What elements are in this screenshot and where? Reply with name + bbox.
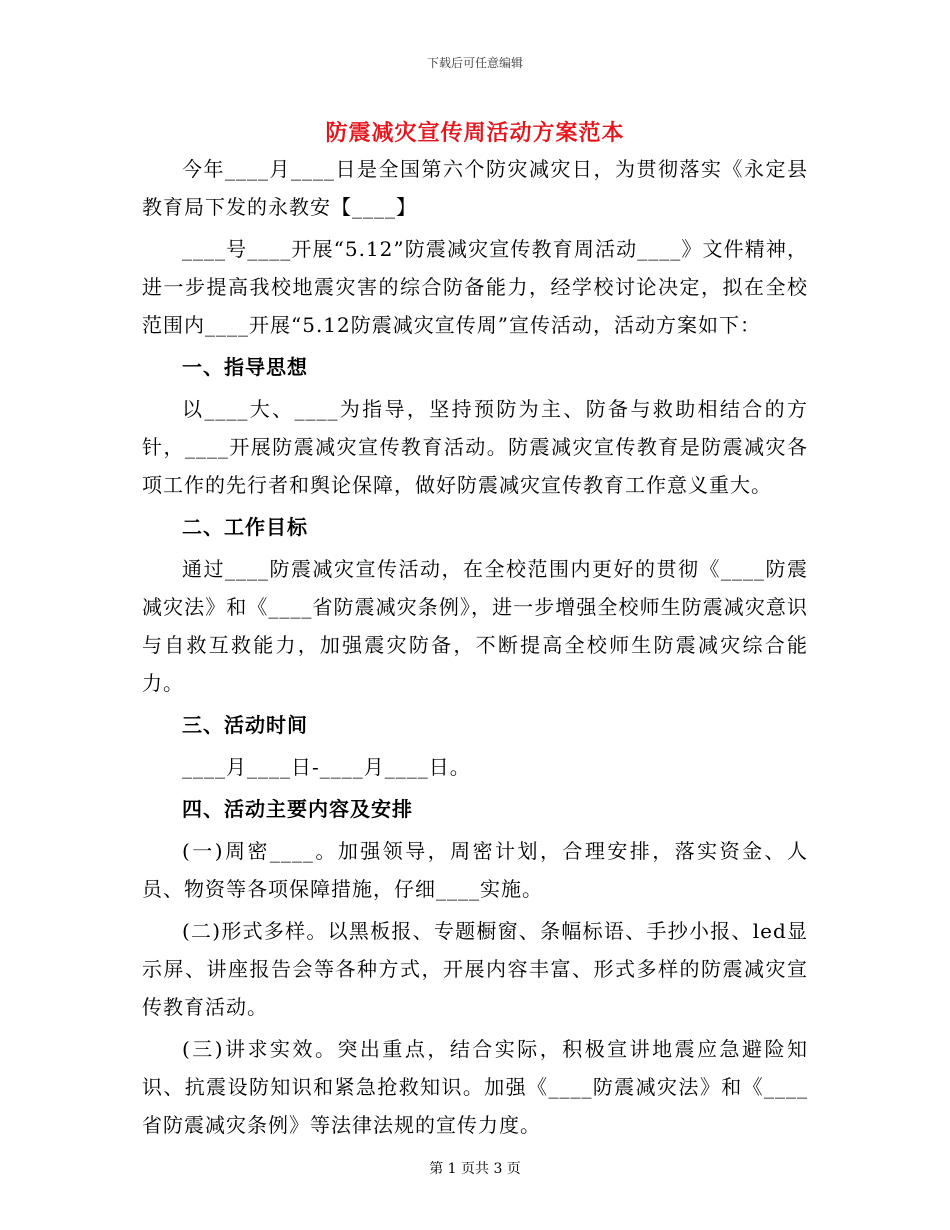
intro-paragraph-2: ____号____开展“5.12”防震减灾宣传教育周活动____》文件精神，进一步提高我校地震灾害的综合防备能力，经学校讨论决定，拟在全校范围内____开展“5.12防震减灾宣传周”宣传活动，活动方案如下： [142,237,808,337]
main-content-item-2: (二)形式多样。以黑板报、专题橱窗、条幅标语、手抄小报、led显示屏、讲座报告会等各种方式，开展内容丰富、形式多样的防震减灾宣传教育活动。 [142,919,808,1019]
document-body [142,150,808,1148]
guiding-thought-paragraph: 以____大、____为指导，坚持预防为主、防备与救助相结合的方针，____开展防震减灾宣传教育活动。防震减灾宣传教育是防震减灾各项工作的先行者和舆论保障，做好防震减灾宣传教育工作意义重大。 [142,397,808,497]
intro-paragraph-1: 今年____月____日是全国第六个防灾减灾日，为贯彻落实《永定县教育局下发的永教安【____】 [142,157,808,219]
page-header-note: 下载后可任意编辑 [426,56,523,70]
section-heading-guiding-thought: 一、指导思想 [182,355,308,379]
work-goals-paragraph: 通过____防震减灾宣传活动，在全校范围内更好的贯彻《____防震减灾法》和《____省防震减灾条例》，进一步增强全校师生防震减灾意识与自救互救能力，加强震灾防备，不断提高全校师生防震减灾综合能力。 [142,557,808,695]
main-content-item-3: (三)讲求实效。突出重点，结合实际，积极宣讲地震应急避险知识、抗震设防知识和紧急抢救知识。加强《____防震减灾法》和《____省防震减灾条例》等法律法规的宣传力度。 [142,1037,808,1137]
section-heading-main-content: 四、活动主要内容及安排 [182,797,413,821]
section-heading-work-goals: 二、工作目标 [182,515,308,539]
activity-time-paragraph: ____月____日-____月____日。 [182,755,471,779]
page-footer: 第 1 页共 3 页 [429,1161,521,1177]
main-content-item-1: (一)周密____。加强领导，周密计划，合理安排，落实资金、人员、物资等各项保障措施，仔细____实施。 [142,839,808,901]
document-title: 防震减灾宣传周活动方案范本 [325,120,625,146]
section-heading-activity-time: 三、活动时间 [182,713,308,737]
